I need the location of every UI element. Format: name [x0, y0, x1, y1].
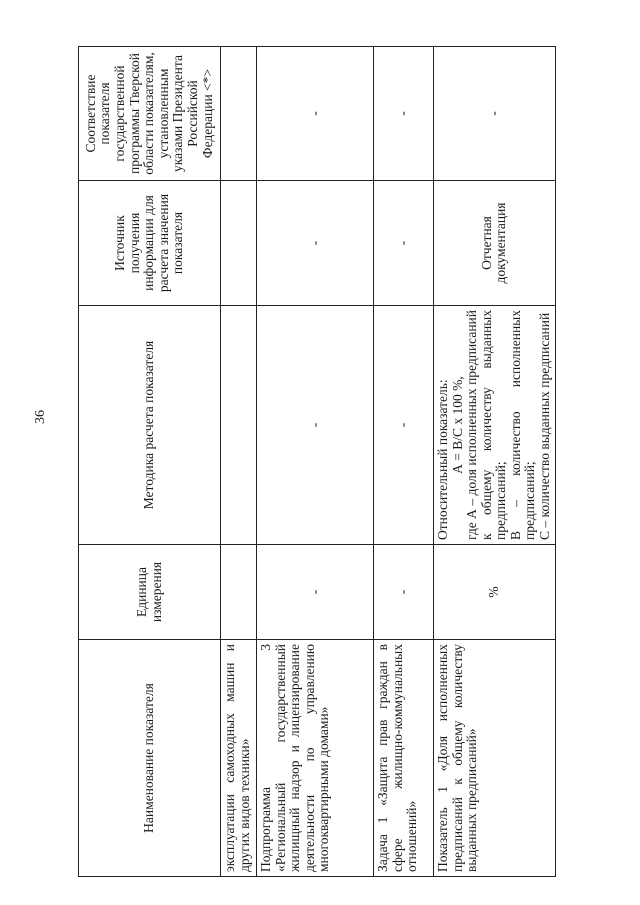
row-1-source: -: [257, 181, 374, 306]
row-0-method: [221, 306, 257, 545]
table-row: [257, 47, 374, 877]
row-3-method: [434, 306, 556, 545]
header-unit: Единица измерения: [79, 545, 221, 640]
row-0-source: [221, 181, 257, 306]
method-line-3: В – количество исполненных предписаний;: [507, 310, 538, 540]
row-1-name: Подпрограмма «Региональный государственный жилищный надзор и лицензирование деятельности по управлению многоквартирными домами»: [258, 644, 332, 872]
row-0-unit: [221, 545, 257, 640]
row-2-source: -: [374, 181, 434, 306]
row-3-name: Показатель 1 «Доля исполненных предписаний к общему количеству выданных предписаний»: [434, 640, 556, 877]
table-row: [221, 47, 257, 877]
row-0-compliance: [221, 47, 257, 181]
page-number: 36: [33, 410, 48, 424]
row-3-unit: %: [434, 545, 556, 640]
row-2-unit: -: [374, 545, 434, 640]
table-row: [434, 47, 556, 877]
method-line-2: где А – доля исполненных предписаний к общему количеству выданных предписаний;: [464, 310, 509, 540]
table-row: [374, 47, 434, 877]
row-2-name: Задача 1 «Защита прав граждан в сфере жилищно-коммунальных отношений»: [374, 640, 434, 877]
row-2-method: -: [374, 306, 434, 545]
header-source: Источник получения информации для расчета значения показателя: [79, 181, 221, 306]
header-method: Методика расчета показателя: [79, 306, 221, 545]
row-1-compliance: -: [257, 47, 374, 181]
method-line-4: С – количество выданных предписаний: [537, 312, 553, 540]
row-1-method: -: [257, 306, 374, 545]
header-compliance: Соответствие показателя государственной программы Тверской области показателям, установленным указами Президента Российской Федерации <*>: [79, 47, 221, 181]
table-header-row: [79, 47, 221, 877]
row-3-compliance: -: [434, 47, 556, 181]
row-3-source: Отчетная документация: [434, 181, 556, 306]
row-1-unit: -: [257, 545, 374, 640]
row-2-compliance: -: [374, 47, 434, 181]
indicators-table: [78, 46, 556, 877]
method-line-0: Относительный показатель:: [435, 379, 450, 540]
header-name: Наименование показателя: [79, 640, 221, 877]
row-0-name: эксплуатации самоходных машин и других видов техники»: [221, 640, 257, 877]
row-1-subprogram-number: 3: [258, 644, 273, 651]
rotated-table-wrapper: [78, 47, 554, 877]
method-formula: А = В/С х 100 %,: [449, 376, 465, 474]
row-1-name-cell: [257, 640, 374, 877]
